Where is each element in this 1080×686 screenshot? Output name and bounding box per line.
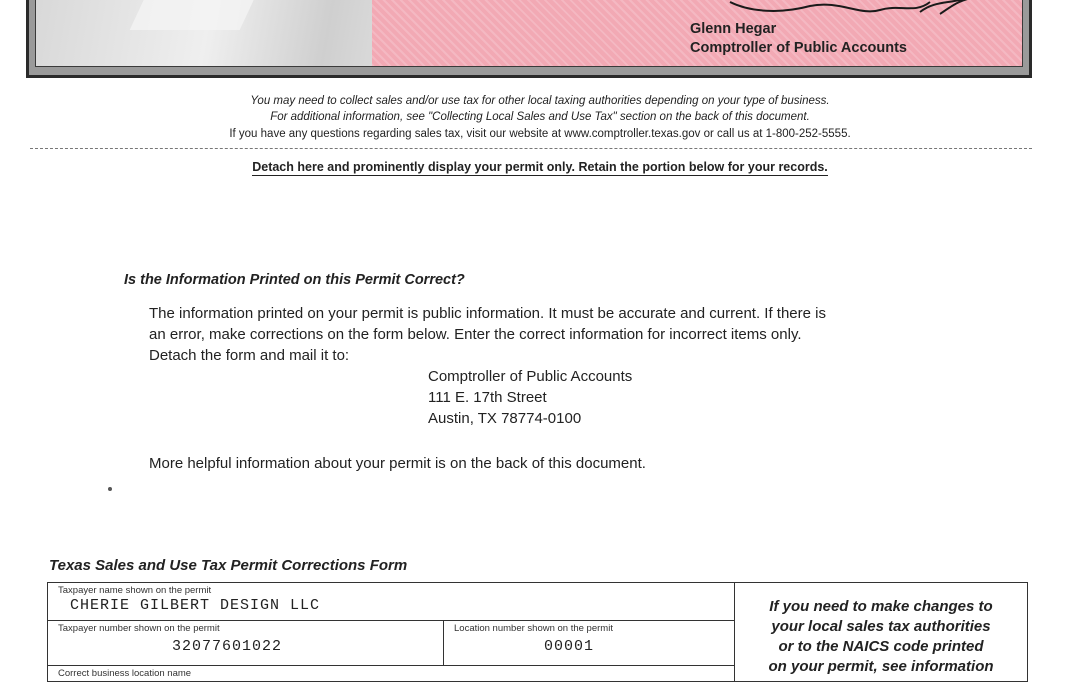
info-line-3: Detach the form and mail it to: (149, 347, 350, 364)
location-number-field[interactable] (444, 621, 734, 666)
taxpayer-number-label: Taxpayer number shown on the permit (58, 623, 220, 634)
permit-seal-graphic (130, 0, 273, 30)
form-code (1010, 164, 1012, 173)
taxpayer-number-value: 32077601022 (172, 638, 283, 655)
section-heading: Is the Information Printed on this Permit Correct? (124, 272, 465, 288)
form-title: Texas Sales and Use Tax Permit Corrections Form (49, 557, 408, 574)
taxpayer-name-value: CHERIE GILBERT DESIGN LLC (70, 597, 321, 614)
side-note-line: If you need to make changes to (769, 598, 993, 615)
scan-mark (108, 487, 112, 491)
business-location-field[interactable] (48, 666, 734, 686)
detach-line (30, 148, 1032, 149)
taxpayer-name-field[interactable] (48, 583, 734, 621)
business-location-label: Correct business location name (58, 668, 192, 679)
info-line-2: an error, make corrections on the form below. Enter the correct information for incorrect items only. (149, 326, 802, 343)
side-note (734, 583, 1027, 681)
mailing-address-name: Comptroller of Public Accounts (428, 368, 633, 385)
side-note-line: on your permit, see information (768, 658, 994, 675)
corrections-form (47, 582, 1028, 682)
info-line-1: The information printed on your permit is public information. It must be accurate and current. If there is (149, 305, 826, 322)
signer-title: Comptroller of Public Accounts (690, 40, 907, 56)
mailing-address-street: 111 E. 17th Street (428, 389, 547, 406)
side-note-line: or to the NAICS code printed (778, 638, 984, 655)
notice-additional-info: For additional information, see "Collecting Local Sales and Use Tax" section on the back of this document. (270, 111, 810, 123)
notice-local-tax: You may need to collect sales and/or use tax for other local taxing authorities depending on your type of business. (250, 95, 830, 107)
taxpayer-number-field[interactable] (48, 621, 444, 666)
detach-instruction: Detach here and prominently display your permit only. Retain the portion below for your records. (252, 160, 828, 174)
signer-name: Glenn Hegar (690, 21, 777, 37)
side-note-line: your local sales tax authorities (771, 618, 991, 635)
location-number-label: Location number shown on the permit (454, 623, 613, 634)
notice-contact: If you have any questions regarding sales tax, visit our website at www.comptroller.texas.gov or call us at 1-800-252-5555. (229, 128, 851, 140)
more-info-text: More helpful information about your permit is on the back of this document. (149, 455, 646, 472)
taxpayer-name-label: Taxpayer name shown on the permit (58, 585, 212, 596)
mailing-address-city: Austin, TX 78774-0100 (428, 410, 582, 427)
location-number-value: 00001 (544, 638, 595, 655)
